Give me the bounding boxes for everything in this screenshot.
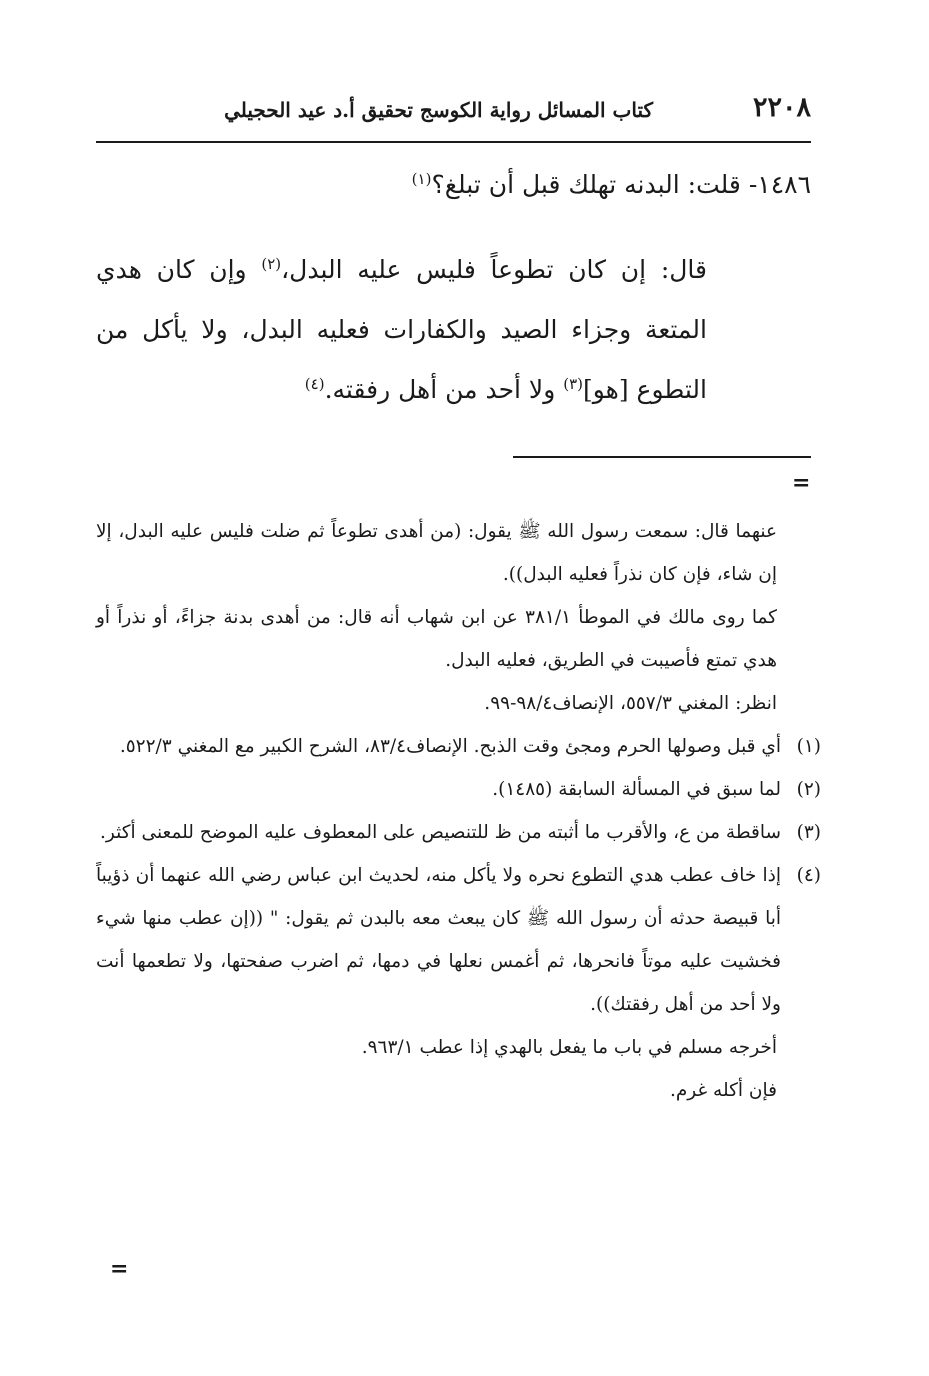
footnote-ref-1: (١) bbox=[411, 170, 432, 188]
answer-part-2: وإن كان هدي المتعة وجزاء الصيد والكفارات فعليه البدل، ولا يأكل من التطوع [هو] bbox=[96, 255, 707, 404]
footnote-4-source: أخرجه مسلم في باب ما يفعل بالهدي إذا عطب ٩٦٣/١. bbox=[361, 1037, 777, 1058]
footnote-text: إذا خاف عطب هدي التطوع نحره ولا يأكل منه، لحديث ابن عباس رضي الله عنهما أن ذؤيباً أبا قبيصة حدثه أن رسول الله ﷺ كان يبعث معه بالبدن ثم يقول: " ((إن عطب منها شيء فخشيت عليه موتاً فانحرها، ثم أغمس نعلها في دمها، ثم اضرب صفحتها، ولا تطعمها أنت ولا أحد من أهل رفقتك)). bbox=[96, 865, 781, 1015]
footnote-4-ruling: فإن أكله غرم. bbox=[669, 1080, 777, 1101]
footnote-number: (٢) bbox=[796, 779, 821, 800]
header-rule bbox=[96, 141, 811, 143]
question-line bbox=[96, 170, 811, 199]
footnote-number: (٤) bbox=[796, 865, 821, 886]
running-title: كتاب المسائل رواية الكوسج تحقيق أ.د عيد الحجيلي bbox=[224, 98, 653, 122]
footnote-separator bbox=[513, 456, 811, 458]
question-text: - قلت: البدنه تهلك قبل أن تبلغ؟ bbox=[431, 170, 758, 199]
footnote-text: لما سبق في المسألة السابقة (١٤٨٥). bbox=[492, 779, 781, 800]
footnote-continued-1: عنهما قال: سمعت رسول الله ﷺ يقول: (من أهدى تطوعاً ثم ضلت فليس عليه البدل، إلا إن شاء، فإن كان نذراً فعليه البدل)). bbox=[96, 521, 777, 585]
footnote-1 bbox=[96, 725, 821, 768]
footnote-ref-4: (٤) bbox=[304, 375, 325, 393]
continuation-mark-top: = bbox=[792, 470, 811, 496]
footnote-number: (١) bbox=[796, 736, 821, 757]
footnote-text: ساقطة من ع، والأقرب ما أثبته من ظ للتنصيص على المعطوف عليه الموضح للمعنى أكثر. bbox=[100, 822, 781, 843]
page-number: ٢٢٠٨ bbox=[752, 92, 811, 123]
footnote-continued-2: كما روى مالك في الموطأ ٣٨١/١ عن ابن شهاب أنه قال: من أهدى بدنة جزاءً، أو نذراً أو هدي تمتع فأصيبت في الطريق، فعليه البدل. bbox=[96, 607, 777, 671]
footnote-4 bbox=[96, 854, 821, 1026]
page-header bbox=[96, 92, 811, 136]
footnote-2 bbox=[96, 768, 821, 811]
continuation-mark-bottom: = bbox=[110, 1256, 129, 1282]
answer-part-1: قال: إن كان تطوعاً فليس عليه البدل، bbox=[281, 255, 707, 284]
answer-paragraph bbox=[96, 240, 707, 420]
footnote-text: أي قبل وصولها الحرم ومجئ وقت الذبح. الإنصاف٨٣/٤، الشرح الكبير مع المغني ٥٢٢/٣. bbox=[119, 736, 781, 757]
question-number: ١٤٨٦ bbox=[757, 170, 811, 199]
answer-part-3: ولا أحد من أهل رفقته. bbox=[324, 375, 564, 404]
footnote-3 bbox=[96, 811, 821, 854]
footnotes bbox=[96, 510, 821, 1112]
footnote-ref-3: (٣) bbox=[563, 375, 583, 393]
footnote-number: (٣) bbox=[796, 822, 821, 843]
footnote-continued-3: انظر: المغني ٥٥٧/٣، الإنصاف٩٨/٤-٩٩. bbox=[484, 693, 777, 714]
footnote-ref-2: (٢) bbox=[261, 255, 282, 273]
